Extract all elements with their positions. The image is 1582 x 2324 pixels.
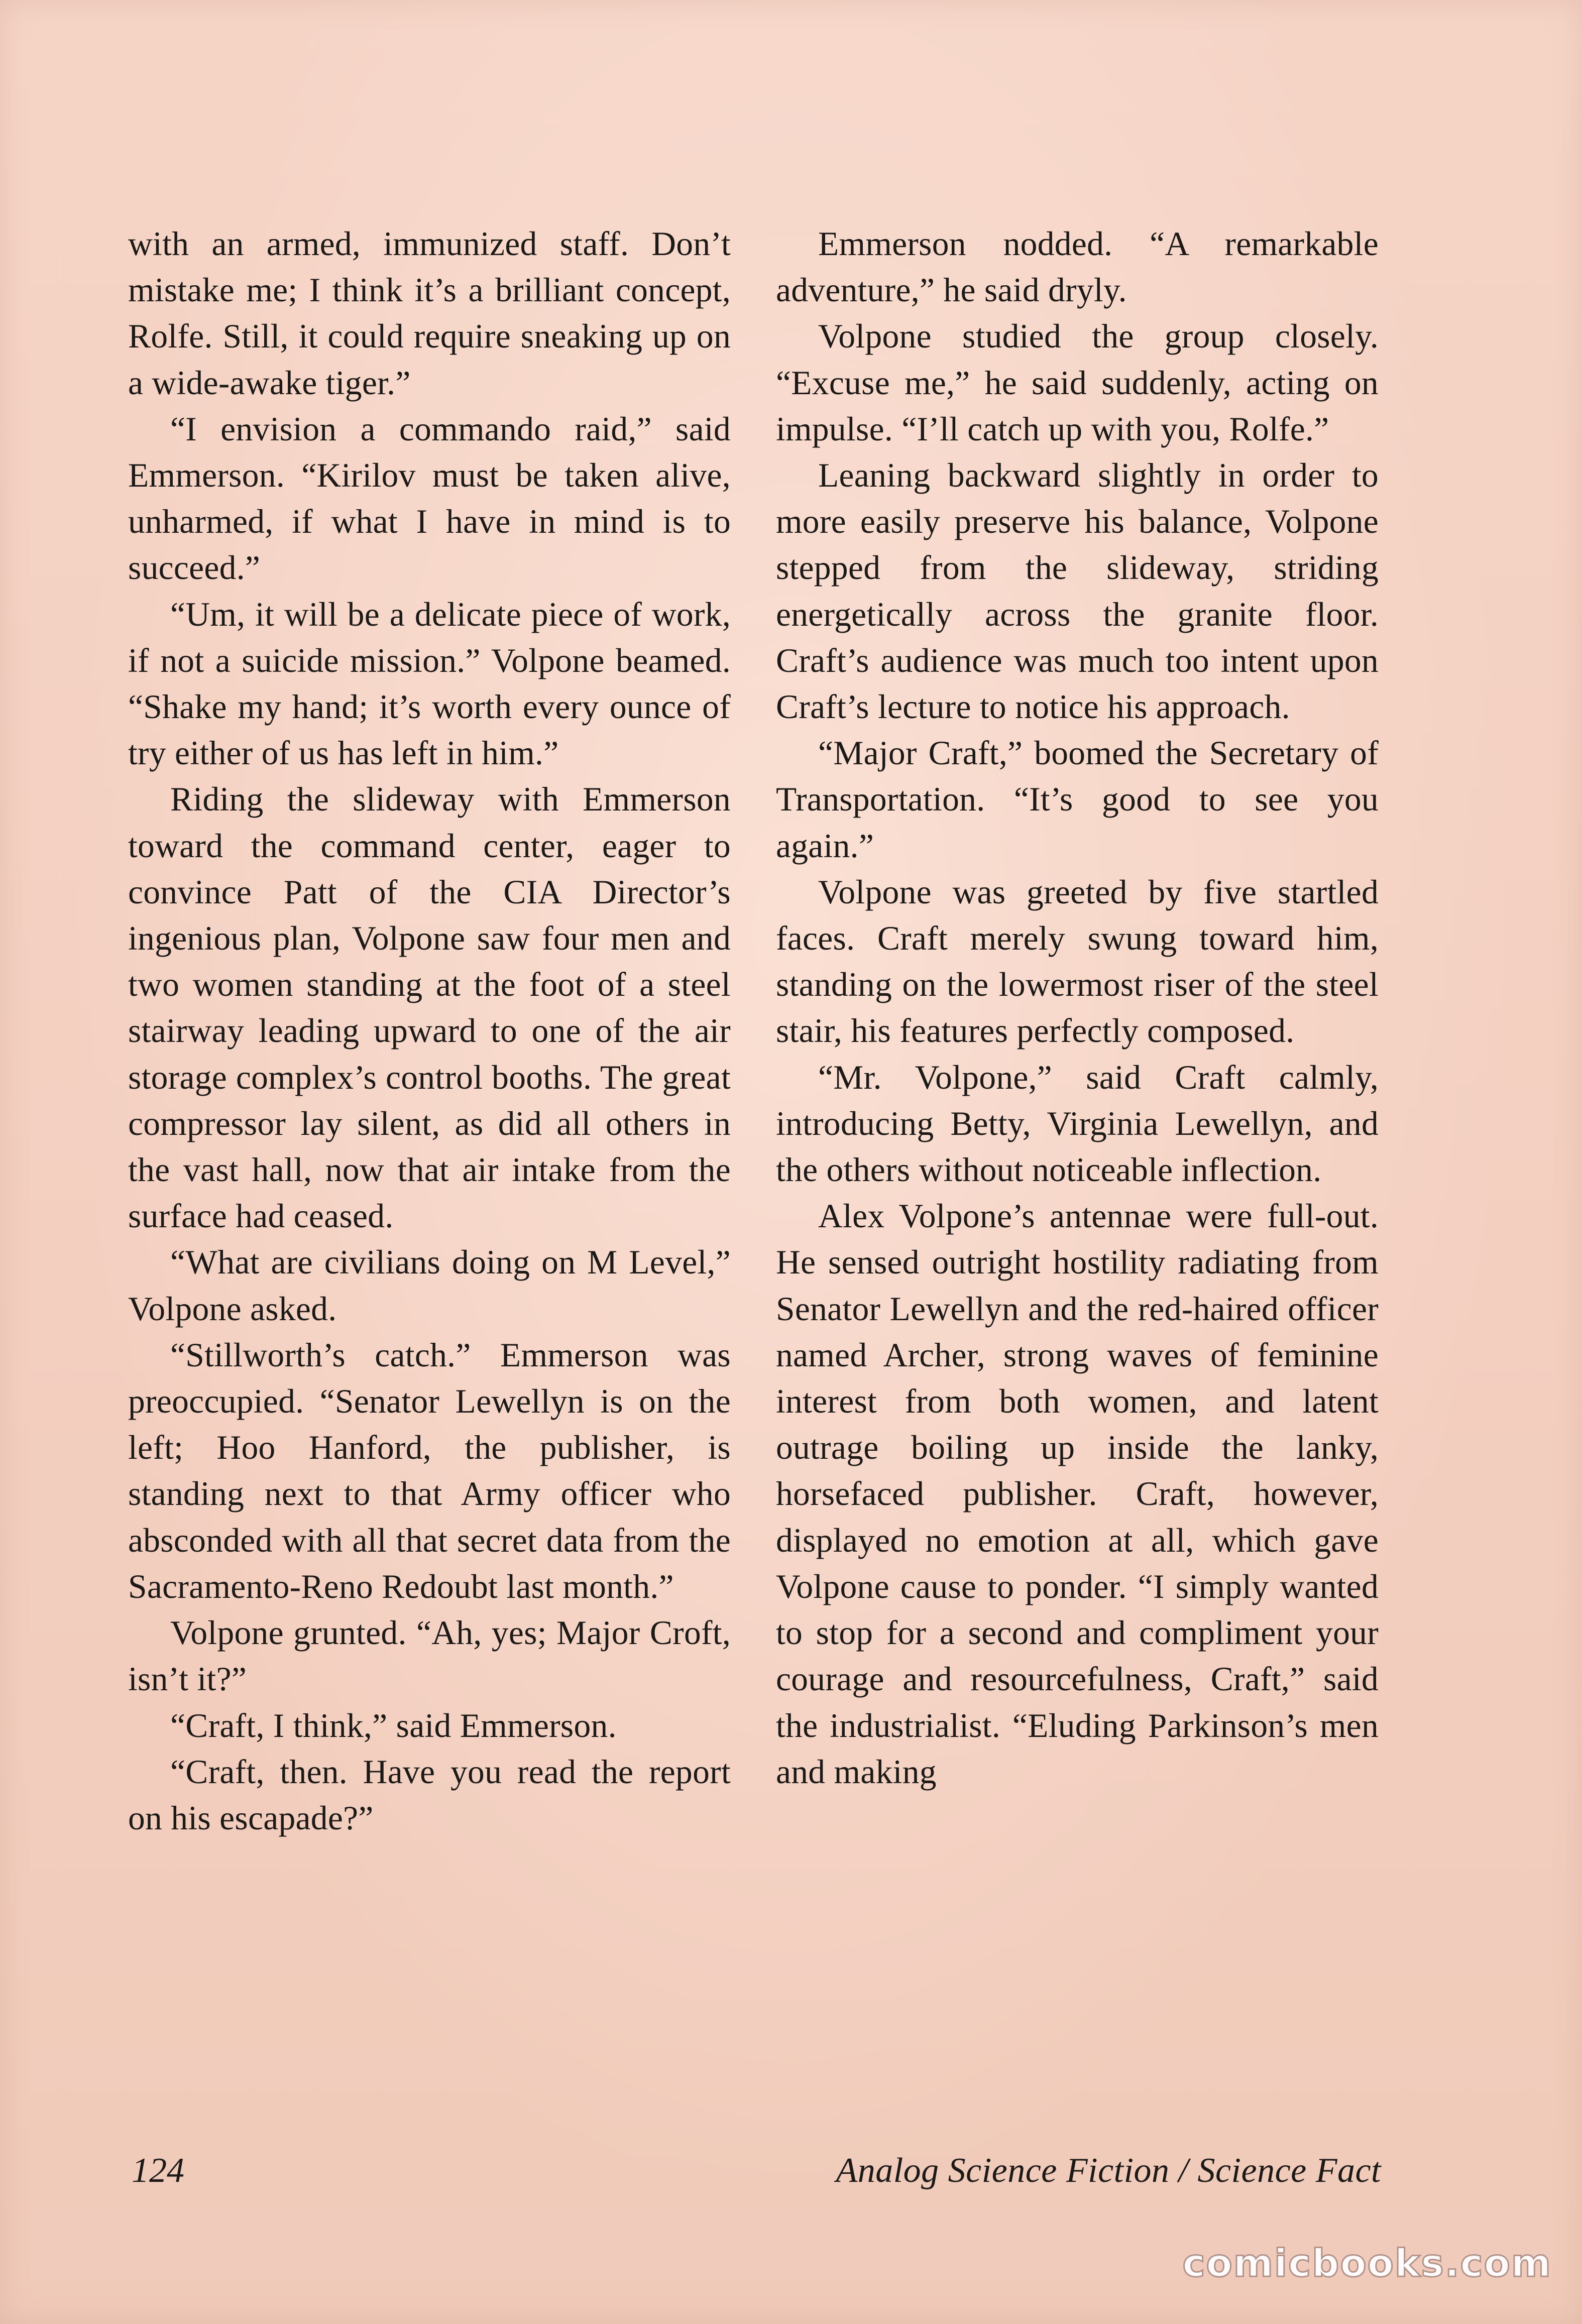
- paragraph: “Craft, then. Have you read the report on his escapade?”: [128, 1753, 731, 1837]
- paragraph: “What are civilians doing on M Level,” Volpone asked.: [128, 1243, 731, 1328]
- paragraph: Emmerson nodded. “A remarkable adventure,” he said dryly.: [776, 225, 1379, 309]
- paragraph: “Major Craft,” boomed the Secretary of Transportation. “It’s good to see you again.”: [776, 734, 1379, 865]
- left-column: [128, 221, 731, 1841]
- watermark: comicbooks.com: [1182, 2241, 1552, 2285]
- running-footer: Analog Science Fiction / Science Fact: [836, 2151, 1381, 2190]
- paragraph: “Craft, I think,” said Emmerson.: [170, 1706, 617, 1745]
- right-column: [776, 221, 1379, 1795]
- paragraph: “Um, it will be a delicate piece of work, if not a suicide mission.” Volpone beamed. “Shake my hand; it’s worth every ounce of try either of us has left in him.”: [128, 595, 731, 772]
- paragraph: Volpone was greeted by five startled faces. Craft merely swung toward him, standing on the lowermost riser of the steel stair, his features perfectly composed.: [776, 873, 1379, 1050]
- paragraph: Leaning backward slightly in order to more easily preserve his balance, Volpone stepped from the slideway, striding energetically across the granite floor. Craft’s audience was much too intent upon Craft’s lecture to notice his approach.: [776, 456, 1379, 726]
- paragraph: Volpone grunted. “Ah, yes; Major Croft, isn’t it?”: [128, 1614, 731, 1698]
- paragraph: “Stillworth’s catch.” Emmerson was preoccupied. “Senator Lewellyn is on the left; Hoo Hanford, the publisher, is standing next to that Army officer who absconded with all that secret data from the Sacramento-Reno Redoubt last month.”: [128, 1336, 731, 1605]
- paragraph: “Mr. Volpone,” said Craft calmly, introducing Betty, Virginia Lewellyn, and the others without noticeable inflection.: [776, 1058, 1379, 1189]
- paragraph: Volpone studied the group closely. “Excuse me,” he said suddenly, acting on impulse. “I’ll catch up with you, Rolfe.”: [776, 317, 1379, 448]
- page-number: 124: [132, 2151, 184, 2190]
- paragraph: Alex Volpone’s antennae were full-out. He sensed outright hostility radiating from Senator Lewellyn and the red-haired officer named Archer, strong waves of feminine interest from both women, and latent outrage boiling up inside the lanky, horsefaced publisher. Craft, however, displayed no emotion at all, which gave Volpone cause to ponder. “I simply wanted to stop for a second and compliment your courage and resourcefulness, Craft,” said the industrialist. “Eluding Parkinson’s men and making: [776, 1197, 1379, 1791]
- paragraph: Riding the slideway with Emmerson toward the command center, eager to convince Patt of the CIA Director’s ingenious plan, Volpone saw four men and two women standing at the foot of a steel stairway leading upward to one of the air storage complex’s control booths. The great compressor lay silent, as did all others in the vast hall, now that air intake from the surface had ceased.: [128, 780, 731, 1235]
- paragraph: with an armed, immunized staff. Don’t mistake me; I think it’s a brilliant concept, Rolfe. Still, it could require sneaking up on a wide-awake tiger.”: [128, 225, 731, 402]
- paragraph: “I envision a commando raid,” said Emmerson. “Kirilov must be taken alive, unharmed, if what I have in mind is to succeed.”: [128, 410, 731, 587]
